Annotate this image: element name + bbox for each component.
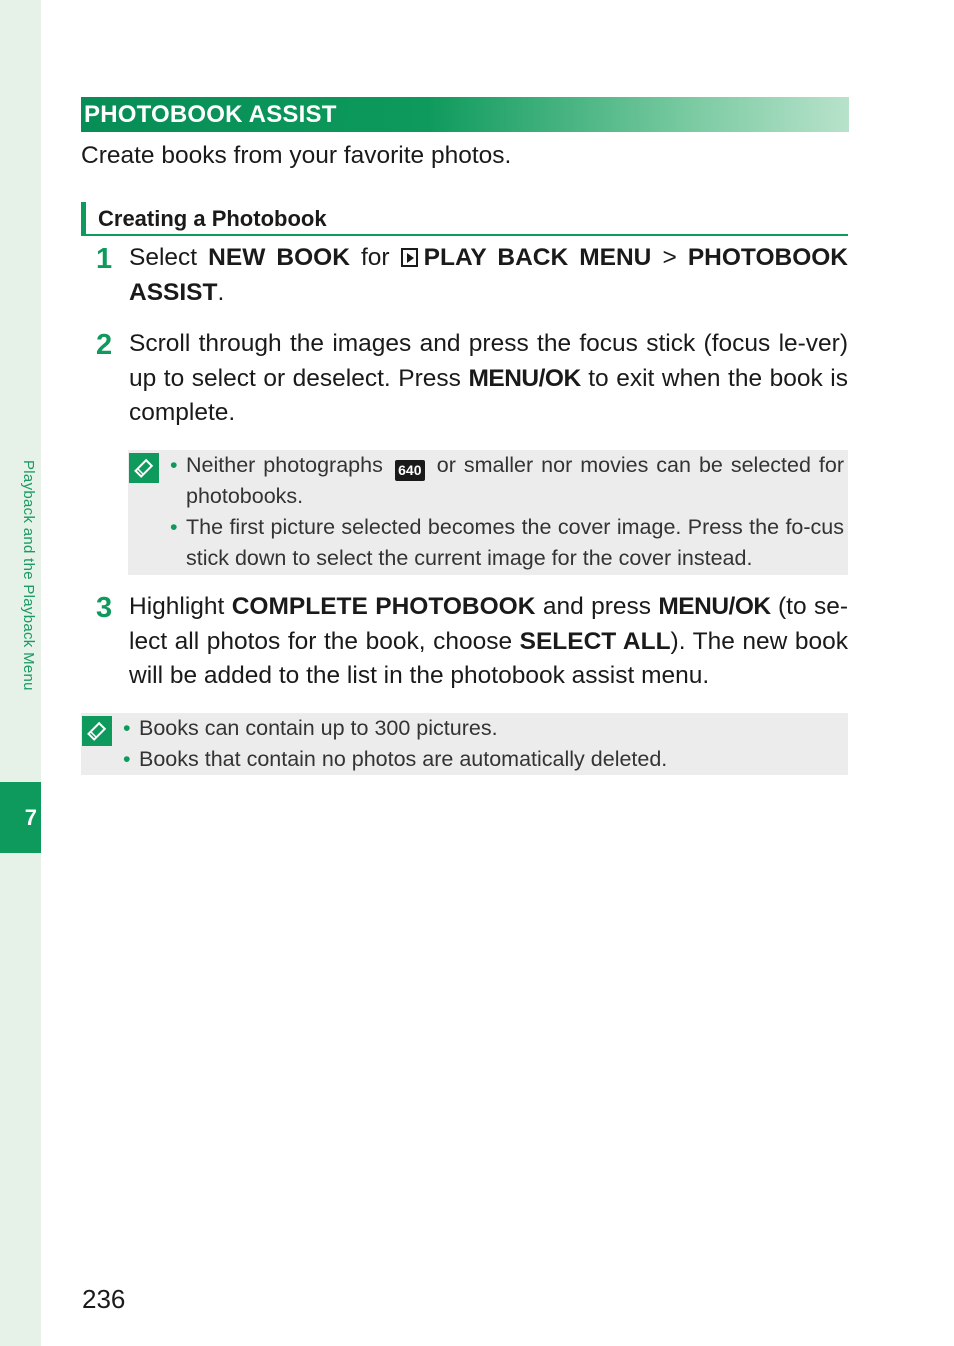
step-text-part: (to se-lect all photos for the book, choose: [129, 593, 849, 655]
note-icon: [129, 453, 159, 483]
note-list: [170, 450, 844, 574]
step-text: [129, 327, 848, 431]
step-text-part: Highlight: [129, 593, 232, 620]
step-text-part: Scroll through the images and press the focus stick (focus le-ver) up to select or deselect. Press: [129, 330, 848, 392]
step-number: 1: [96, 243, 113, 275]
section-intro: Create books from your favorite photos.: [81, 142, 512, 169]
note-text: or smaller nor movies can be selected for photobooks.: [186, 453, 844, 508]
menu-ok-key: MENU/OK: [658, 593, 771, 620]
chapter-sidebar: [0, 0, 41, 1346]
section-title: PHOTOBOOK ASSIST: [84, 101, 337, 128]
list-item: • The first picture selected becomes the cover image. Press the fo-cus stick down to select the current image for the cover instead.: [170, 512, 844, 574]
step-number: 2: [96, 329, 113, 361]
page-number: 236: [82, 1284, 126, 1314]
step-text-part: ). The new book will be added to the list in the photobook assist menu.: [129, 627, 849, 689]
step-number: 3: [96, 592, 113, 624]
note-box: [81, 713, 848, 775]
step-text-part: for: [349, 244, 401, 271]
menu-name-playback: PLAY BACK MENU: [423, 244, 652, 271]
menu-item-new-book: NEW BOOK: [208, 244, 350, 271]
menu-ok-key: MENU/OK: [468, 364, 581, 392]
note-icon: [82, 716, 112, 746]
menu-item-complete-photobook: COMPLETE PHOTOBOOK: [231, 593, 536, 620]
step-text: [129, 590, 848, 694]
note-box: [128, 450, 848, 575]
step-text: [129, 241, 848, 310]
note-text: Neither photographs: [186, 453, 391, 477]
note-list: [123, 713, 843, 775]
step-2: [96, 327, 848, 433]
list-item: [170, 450, 844, 512]
chapter-number: 7: [24, 804, 37, 830]
step-1: [96, 241, 848, 313]
list-item: • Books that contain no photos are automatically deleted.: [123, 744, 843, 775]
step-text-part: .: [217, 278, 225, 306]
menu-item-photobook-assist: PHOTOBOOK ASSIST: [129, 244, 848, 306]
chapter-tab: [0, 782, 41, 853]
step-text-part: Select: [129, 244, 209, 271]
playback-menu-icon: [401, 248, 418, 267]
section-header: [81, 97, 849, 132]
step-text-part: >: [651, 244, 688, 271]
menu-item-select-all: SELECT ALL: [519, 627, 671, 655]
step-3: [96, 590, 848, 696]
step-text-part: and press: [535, 593, 659, 620]
chapter-label: Playback and the Playback Menu: [20, 460, 37, 691]
subsection-title: Creating a Photobook: [98, 206, 327, 231]
step-text-part: to exit when the book is complete.: [129, 364, 848, 426]
subsection-header: [81, 202, 848, 236]
image-size-640-icon: 640: [395, 460, 425, 481]
list-item: • Books can contain up to 300 pictures.: [123, 713, 843, 744]
